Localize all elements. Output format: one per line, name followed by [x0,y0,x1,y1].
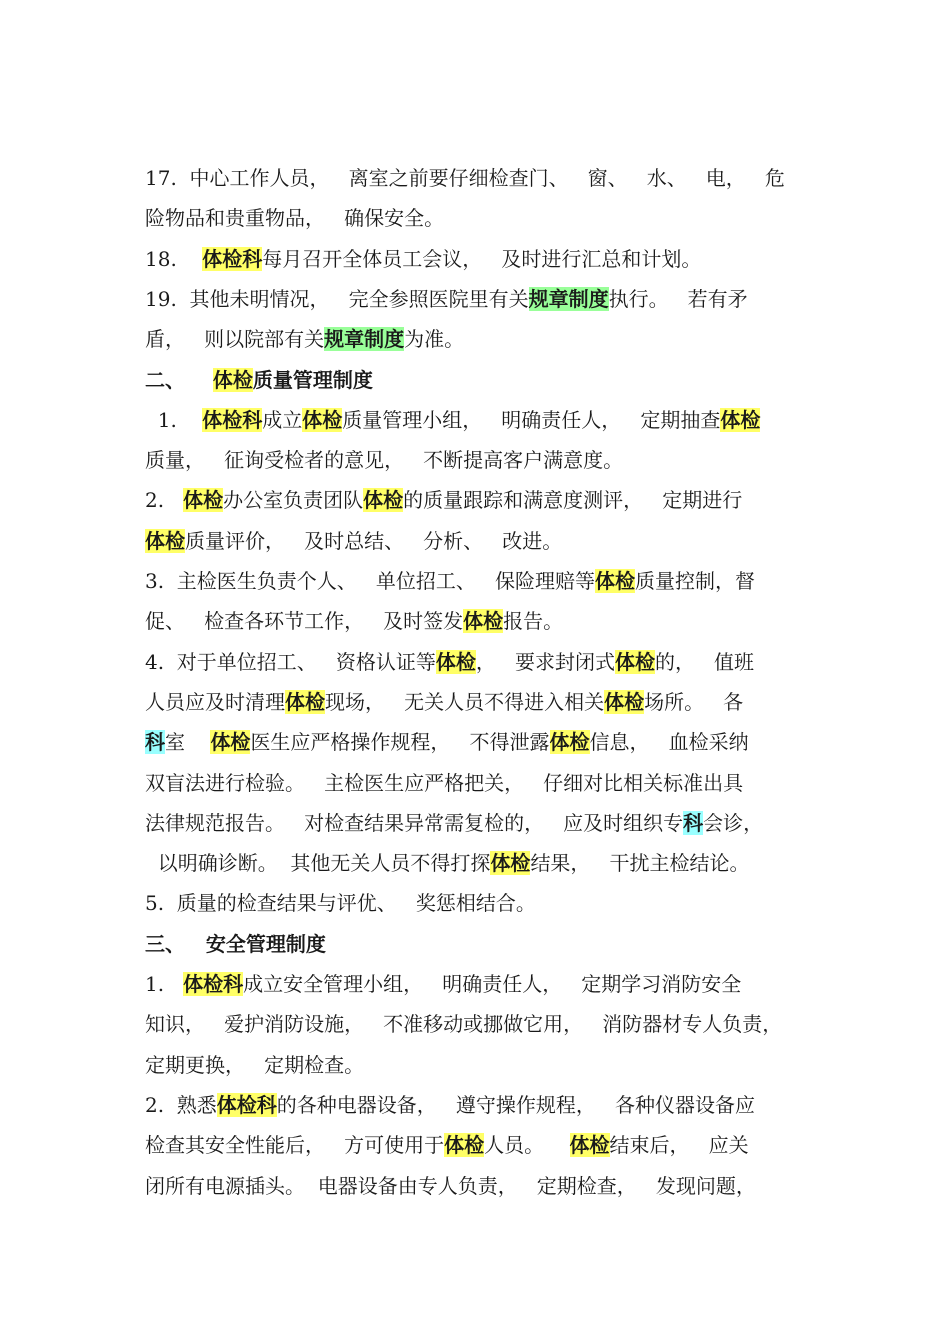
highlighted-term: 体检科 [202,407,263,432]
text-segment: 结束后， 应关 [609,1133,749,1158]
text-segment: 报告。 [503,609,564,634]
text-segment: 的各种电器设备， 遵守操作规程， 各种仪器设备应 [276,1092,755,1117]
text-segment: 二、 [145,367,213,392]
highlighted-term: 科 [145,730,165,755]
highlighted-term: 体检 [302,407,343,432]
text-segment: 成立安全管理小组， 明确责任人， 定期学习消防安全 [243,972,742,996]
highlighted-term: 体检 [614,649,655,674]
text-segment: 4. 对于单位招工、 资格认证等 [145,649,436,674]
text-line [145,601,563,641]
text-line [145,722,749,762]
text-segment: 2. 熟悉 [145,1092,217,1117]
text-line [145,1166,756,1206]
text-line [145,400,760,440]
highlighted-term: 体检 [594,569,635,593]
text-segment: 三、 安全管理制度 [145,931,326,956]
highlighted-term: 体检 [549,730,590,755]
text-line [145,1085,755,1125]
text-segment: 每月召开全体员工会议， 及时进行汇总和计划。 [262,246,702,271]
text-segment: 1. [145,972,184,996]
text-segment: 成立 [262,407,303,432]
text-segment: 现场， 无关人员不得进入相关 [325,689,605,714]
text-segment: 双盲法进行检验。 主检医生应严格把关， 仔细对比相关标准出具 [145,770,744,795]
highlighted-term: 体检 [444,1133,485,1158]
text-line [145,763,743,803]
text-segment: 5. 质量的检查结果与评优、 奖惩相结合。 [145,891,536,916]
text-line [145,843,750,883]
highlighted-term: 科 [683,810,704,835]
text-segment: 办公室负责团队 [223,488,364,513]
text-segment: 的质量跟踪和满意度测评， 定期进行 [403,488,743,513]
text-line [145,239,701,279]
text-segment: 1. [145,407,203,432]
text-segment: 室 [165,730,211,755]
text-line [145,1125,749,1165]
text-line [145,480,742,520]
text-segment: 知识， 爱护消防设施， 不准移动或挪做它用， 消防器材专人负责， [145,1012,783,1037]
text-segment: 法律规范报告。 对检查结果异常需复检的， 应及时组织专 [145,810,684,835]
text-segment: 以明确诊断。 其他无关人员不得打探 [145,851,491,876]
text-segment: 医生应严格操作规程， 不得泄露 [250,730,550,755]
text-line [145,1045,364,1085]
text-segment: 人员应及时清理 [145,689,285,714]
text-segment: 会诊， [703,810,764,835]
text-segment: 信息， 血检采纳 [589,730,749,755]
text-segment: 为准。 [404,327,465,352]
text-segment: 质量， 征询受检者的意见， 不断提高客户满意度。 [145,448,624,473]
text-line [145,883,536,923]
text-line [145,642,754,682]
highlighted-term: 体检 [210,730,251,755]
text-segment: 的， 值班 [654,649,755,674]
text-segment: 2. [145,488,184,513]
text-segment: 18. [145,246,203,271]
highlighted-term: 体检 [720,407,761,432]
highlighted-term: 规章制度 [528,286,609,311]
highlighted-term: 体检科 [216,1092,277,1117]
highlighted-term: 体检 [285,689,325,714]
text-line [145,1004,782,1044]
highlighted-term: 体检 [183,488,224,513]
text-line [145,319,464,359]
text-line [145,803,763,843]
text-segment: 人员。 [484,1133,570,1158]
highlighted-term: 体检 [490,851,531,876]
highlighted-term: 体检 [435,649,476,674]
text-segment: 17. 中心工作人员， 离室之前要仔细检查门、 窗、 水、 电， 危 [145,166,785,190]
text-segment: 检查其安全性能后， 方可使用于 [145,1133,445,1158]
text-line [145,521,562,561]
text-line [145,198,444,238]
text-segment: 盾， 则以院部有关 [145,327,325,352]
highlighted-term: 体检 [212,367,253,392]
text-line [145,682,743,722]
highlighted-term: 体检 [145,528,185,553]
text-segment: 闭所有电源插头。 电器设备由专人负责， 定期检查， 发现问题， [145,1173,756,1198]
highlighted-term: 体检 [604,689,645,714]
highlighted-term: 规章制度 [324,327,405,352]
text-segment: 定期更换， 定期检查。 [145,1052,365,1077]
text-segment: ， 要求封闭式 [475,649,615,674]
text-segment: 险物品和贵重物品， 确保安全。 [145,206,445,231]
text-segment: 执行。 若有矛 [608,286,748,311]
text-line [145,964,741,1004]
highlighted-term: 体检科 [202,246,263,271]
highlighted-term: 体检 [569,1133,610,1158]
section-heading [145,360,373,400]
section-heading [145,924,326,964]
text-line [145,561,755,601]
text-segment: 质量评价， 及时总结、 分析、 改进。 [185,528,563,553]
text-segment: 质量管理小组， 明确责任人， 定期抽查 [342,407,721,432]
highlighted-term: 体检 [363,488,404,513]
highlighted-term: 体检 [463,609,504,634]
text-line [145,440,623,480]
text-segment: 19. 其他未明情况， 完全参照医院里有关 [145,286,529,311]
text-segment: 质量管理制度 [252,367,373,392]
text-line [145,158,785,198]
text-segment: 3. 主检医生负责个人、 单位招工、 保险理赔等 [145,569,595,593]
text-segment: 场所。 各 [644,689,744,714]
text-segment: 质量控制，督 [634,569,755,593]
highlighted-term: 体检科 [183,972,244,996]
text-line [145,279,748,319]
text-segment: 结果， 干扰主检结论。 [530,851,750,876]
text-segment: 促、 检查各环节工作， 及时签发 [145,609,464,634]
